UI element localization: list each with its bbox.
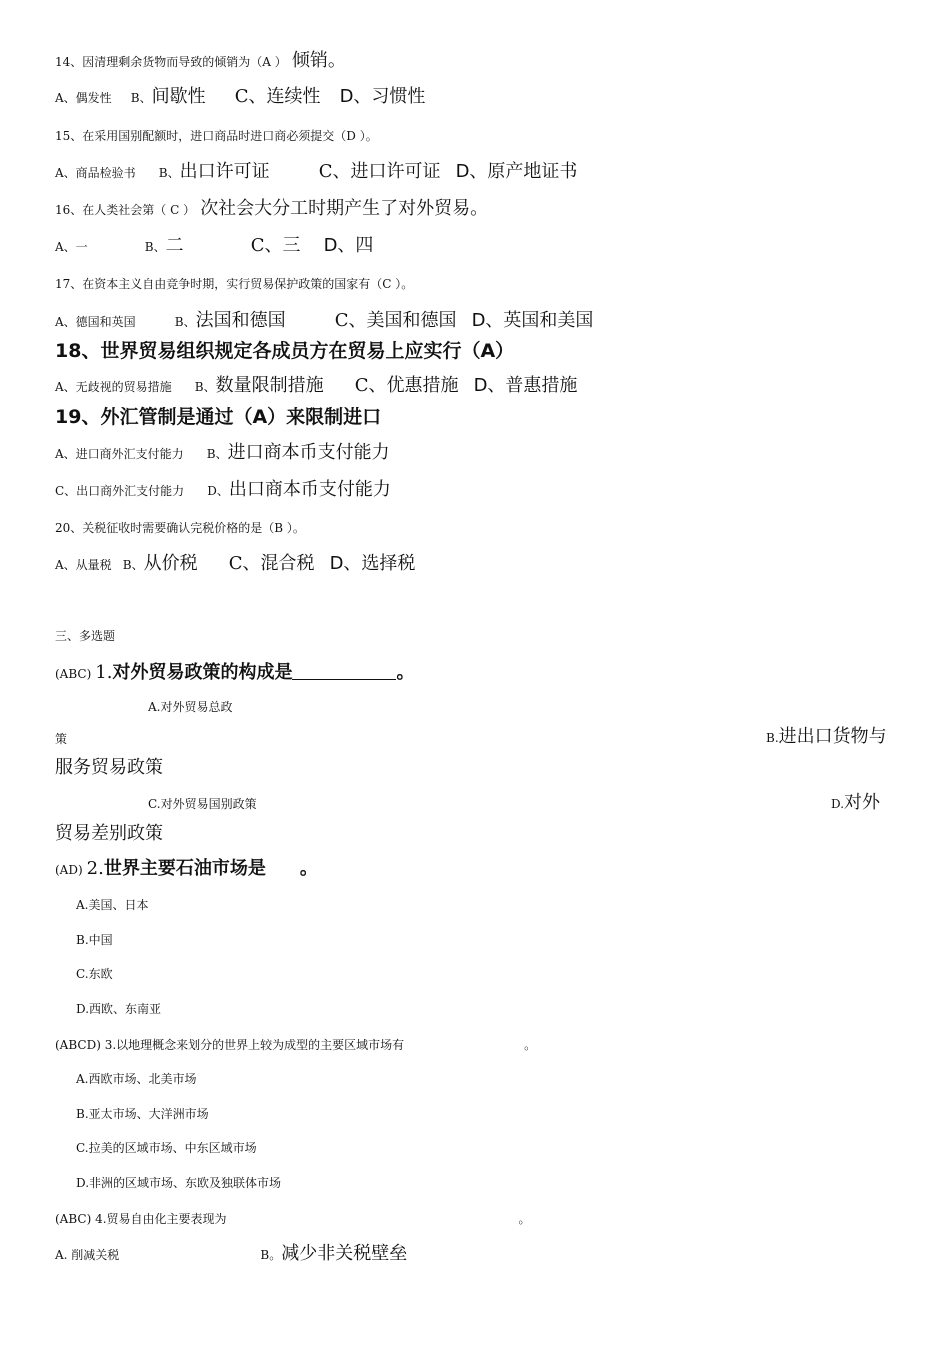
q14-stem-text: 14、因清理剩余货物而导致的倾销为（A ） xyxy=(55,55,287,69)
q14-option-c: 连续性 xyxy=(266,86,321,107)
q16-option-a: A、一 xyxy=(55,240,88,254)
mq2-stem-text: 世界主要石油市场是 xyxy=(103,858,266,879)
q19-option-b: 进口商本币支付能力 xyxy=(227,442,390,463)
q16-stem xyxy=(55,200,488,218)
mq1-option-b-line2: 服务贸易政策 xyxy=(55,757,163,778)
q20-stem: 20、关税征收时需要确认完税价格的是（B ）。 xyxy=(55,521,305,535)
mq1-stem-end: 。 xyxy=(396,662,415,683)
section-heading: 三、多选题 xyxy=(55,629,116,643)
mq1-answer-blank xyxy=(292,663,396,680)
mq1-stem-text: 对外贸易政策的构成是 xyxy=(112,662,293,683)
q18-option-b: 数量限制措施 xyxy=(215,375,324,396)
mq1-option-d-text: 对外 xyxy=(844,792,881,813)
q17-option-c: 美国和德国 xyxy=(366,310,457,331)
q15-stem: 15、在采用国别配额时，进口商品时进口商必须提交（D ）。 xyxy=(55,129,378,143)
mq4-option-a: A. 削减关税 xyxy=(55,1248,120,1262)
q14-option-b-prefix: B、 xyxy=(130,91,152,105)
mq1-option-c: C.对外贸易国别政策 xyxy=(148,797,257,811)
q14-option-a: A、偶发性 xyxy=(55,91,112,105)
q20-option-b: 从价税 xyxy=(143,553,198,574)
mq4-option-b: 减少非关税壁垒 xyxy=(281,1243,408,1264)
q20-option-a: A、从量税 xyxy=(55,558,112,572)
mq1-option-a-line2: 策 xyxy=(55,732,68,746)
mq2-option-a: A.美国、日本 xyxy=(76,898,149,912)
q17-options xyxy=(55,312,593,330)
mq4-stem-end: 。 xyxy=(518,1212,531,1226)
q15-option-b: 出口许可证 xyxy=(179,161,270,182)
q20-option-b-prefix: B、 xyxy=(122,558,144,572)
mq1-number: 1. xyxy=(95,662,113,683)
q17-stem: 17、在资本主义自由竞争时期，实行贸易保护政策的国家有（C ）。 xyxy=(55,277,414,291)
q16-option-b-prefix: B、 xyxy=(144,240,166,254)
mq1-option-b-text: 进出口货物与 xyxy=(778,726,887,747)
q18-option-c: 优惠措施 xyxy=(386,375,459,396)
q18-stem: 18、世界贸易组织规定各成员方在贸易上应实行（A） xyxy=(55,340,515,362)
q20-option-d: D、选择税 xyxy=(329,553,416,574)
mq1-option-a-line1: A.对外贸易总政 xyxy=(148,700,233,714)
q14-options xyxy=(55,88,425,106)
q17-option-c-prefix: C、 xyxy=(334,310,367,331)
q15-option-a: A、商品检验书 xyxy=(55,166,136,180)
q20-options xyxy=(55,555,415,573)
q17-option-b-prefix: B、 xyxy=(174,315,196,329)
mq1-option-d-prefix: D. xyxy=(831,797,845,811)
mq3-stem-text: (ABCD) 3.以地理概念来划分的世界上较为成型的主要区域市场有 xyxy=(55,1038,405,1052)
q19-options-ab xyxy=(55,444,390,462)
mq2-answer: (AD) xyxy=(55,863,83,877)
q16-option-b: 二 xyxy=(165,235,184,256)
q15-option-c-prefix: C、 xyxy=(318,161,351,182)
q19-option-c: C、出口商外汇支付能力 xyxy=(55,484,185,498)
mq2-option-d: D.西欧、东南亚 xyxy=(76,1002,162,1016)
q14-stem xyxy=(55,52,346,70)
mq2-stem-end: 。 xyxy=(299,858,318,879)
q15-option-c: 进口许可证 xyxy=(350,161,441,182)
q14-option-d: D、习惯性 xyxy=(339,86,426,107)
q19-option-b-prefix: B、 xyxy=(206,447,228,461)
q18-option-a: A、无歧视的贸易措施 xyxy=(55,380,172,394)
q19-option-d: 出口商本币支付能力 xyxy=(228,479,391,500)
q15-options xyxy=(55,163,577,181)
q15-option-d: D、原产地证书 xyxy=(455,161,578,182)
mq2-stem xyxy=(55,860,318,878)
mq1-option-d-line2: 贸易差别政策 xyxy=(55,823,163,844)
q20-option-c: 混合税 xyxy=(260,553,315,574)
mq3-option-c: C.拉美的区域市场、中东区域市场 xyxy=(76,1141,257,1155)
mq1-option-d-line1 xyxy=(831,794,880,812)
mq2-option-c: C.东欧 xyxy=(76,967,113,981)
q14-option-c-prefix: C、 xyxy=(234,86,267,107)
q14-option-b: 间歇性 xyxy=(151,86,206,107)
q18-option-c-prefix: C、 xyxy=(354,375,387,396)
mq3-option-d: D.非洲的区域市场、东欧及独联体市场 xyxy=(76,1176,282,1190)
mq1-option-b-line1 xyxy=(766,728,887,746)
mq4-stem xyxy=(55,1213,531,1225)
mq2-number: 2. xyxy=(86,858,104,879)
mq3-stem-end: 。 xyxy=(524,1038,537,1052)
q16-options xyxy=(55,237,373,255)
mq4-option-b-prefix: B。 xyxy=(260,1248,282,1262)
q20-option-c-prefix: C、 xyxy=(228,553,261,574)
mq3-option-b: B.亚太市场、大洋洲市场 xyxy=(76,1107,209,1121)
mq4-options xyxy=(55,1245,407,1263)
mq3-stem xyxy=(55,1039,536,1051)
q16-stem-text: 16、在人类社会第（ C ） xyxy=(55,203,196,217)
q16-option-c-prefix: C、 xyxy=(250,235,283,256)
q16-option-c: 三 xyxy=(282,235,301,256)
q14-stem-tail: 倾销。 xyxy=(291,50,346,71)
q19-stem: 19、外汇管制是通过（A）来限制进口 xyxy=(55,406,382,428)
mq4-stem-text: (ABC) 4.贸易自由化主要表现为 xyxy=(55,1212,227,1226)
mq1-stem xyxy=(55,663,414,682)
q18-option-d: D、普惠措施 xyxy=(473,375,578,396)
q19-option-d-prefix: D、 xyxy=(207,484,229,498)
q17-option-b: 法国和德国 xyxy=(195,310,286,331)
mq1-answer: (ABC) xyxy=(55,667,92,681)
mq1-option-b-prefix: B. xyxy=(766,731,779,745)
mq2-option-b: B.中国 xyxy=(76,933,113,947)
q19-option-a: A、进口商外汇支付能力 xyxy=(55,447,184,461)
q17-option-a: A、德国和英国 xyxy=(55,315,136,329)
q18-option-b-prefix: B、 xyxy=(194,380,216,394)
q19-options-cd xyxy=(55,481,391,499)
q17-option-d: D、英国和美国 xyxy=(471,310,594,331)
q18-options xyxy=(55,377,577,395)
q15-option-b-prefix: B、 xyxy=(158,166,180,180)
q16-stem-tail: 次社会大分工时期产生了对外贸易。 xyxy=(200,198,489,219)
mq3-option-a: A.西欧市场、北美市场 xyxy=(76,1072,197,1086)
q16-option-d: D、四 xyxy=(323,235,374,256)
